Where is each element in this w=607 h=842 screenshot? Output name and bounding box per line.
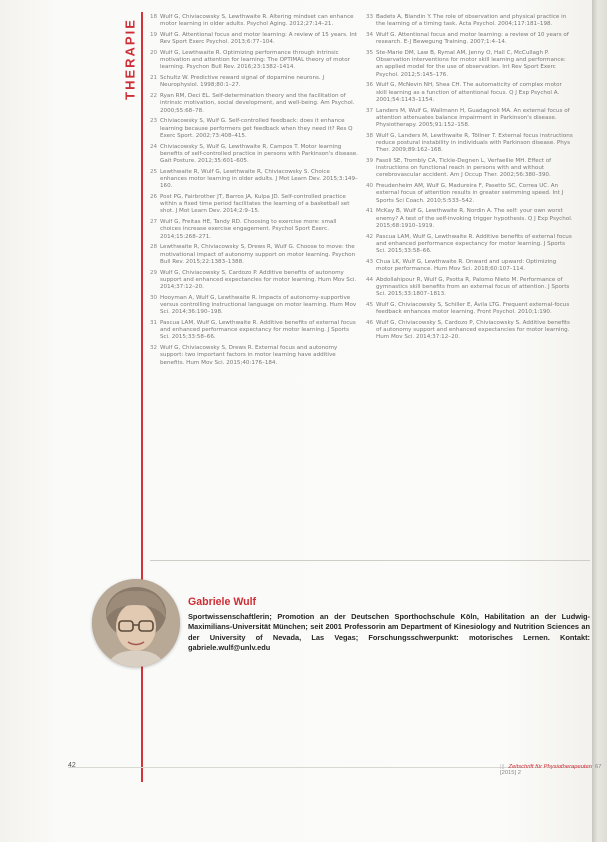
reference-number: 42 — [366, 233, 374, 240]
reference-item — [366, 302, 574, 316]
references-left-column — [150, 14, 358, 370]
reference-number: 46 — [366, 320, 374, 327]
reference-number: 34 — [366, 32, 374, 38]
reference-item — [150, 194, 358, 216]
reference-text: Wulf G, Chiviacowsky S, Drews R. External focus and autonomy support: two important factors in motor learning have additive benefits. Hum Mov Sci. 2015;40:176–184. — [160, 345, 338, 366]
reference-number: 22 — [150, 93, 158, 100]
reference-item — [366, 208, 574, 230]
reference-item — [150, 75, 358, 89]
reference-item — [366, 82, 574, 104]
reference-text: Landers M, Wulf G, Wallmann H, Guadagnoli MA. An external focus of attention attenuates balance impairment in Parkinson's disease. Physiotherapy. 2005;91:152–158. — [376, 107, 570, 129]
reference-item — [150, 169, 358, 191]
reference-text: Wulf G, Lewthwaite R. Optimizing performance through intrinsic motivation and attention for learning: The OPTIMAL theory of motor learning. Psychon Bull Rev. 2016;23:1382–1414. — [160, 50, 350, 71]
reference-item — [366, 50, 574, 79]
reference-text: Lewthwaite R, Wulf G, Lewthwaite R, Chiviacowsky S. Choice enhances motor learning in older adults. J Mot Learn Dev. 2015;3:149–160. — [160, 168, 358, 190]
journal-title: Zeitschrift für Physiotherapeuten — [508, 764, 592, 770]
reference-item — [150, 50, 358, 72]
reference-text: Schultz W. Predictive reward signal of dopamine neurons. J Neurophysiol. 1998;80:1–27. — [160, 75, 325, 89]
reference-text: Chiviacowsky S, Wulf G, Lewthwaite R, Campos T. Motor learning benefits of self-controlled practice in persons with Parkinson's disease. Gait Posture. 2012;35:601–605. — [160, 143, 358, 165]
reference-item — [366, 277, 574, 299]
reference-text: Fasoli SE, Trombly CA, Tickle-Degnen L, Verfaellie MH. Effect of instructions on functional reach in persons with and without cerebrovascular accident. Am J Occup Ther. 2002;56:380–390. — [376, 158, 552, 179]
reference-item — [150, 320, 358, 342]
reference-text: Hooyman A, Wulf G, Lewthwaite R. Impacts of autonomy-supportive versus controlling instructional language on motor learning. Hum Mov Sci. 2014;36:190–198. — [160, 294, 357, 316]
reference-number: 39 — [366, 158, 374, 165]
reference-number: 29 — [150, 269, 158, 276]
reference-item — [150, 219, 358, 241]
reference-number: 28 — [150, 244, 158, 251]
page-number: 42 — [68, 762, 76, 769]
author-bio: Sportwissenschaftlerin; Promotion an der Deutschen Sporthochschule Köln, Habilitation an der Ludwig-Maximilians-Universität München; seit 2001 Professorin am Department of Kinesiology and Nutrition Sciences an der University of Nevada, Las Vegas; Forschungsschwerpunkt: motorisches Lernen. Kontakt: gabriele.wulf@unlv.edu — [188, 612, 590, 653]
reference-text: Pascua LAM, Wulf G, Lewthwaite R. Additive benefits of external focus and enhanced performance expectancy for motor learning. J Sports Sci. 2015;33:58–66. — [160, 320, 356, 341]
reference-item — [150, 270, 358, 292]
reference-number: 18 — [150, 14, 158, 20]
reference-item — [150, 295, 358, 317]
reference-item — [150, 345, 358, 367]
reference-item — [366, 32, 574, 46]
reference-text: Wulf G, Chiviacowsky S, Cardozo P. Additive benefits of autonomy support and enhanced expectancies for motor learning. Hum Mov Sci. 2014;37:12–20. — [160, 269, 357, 291]
reference-number: 25 — [150, 168, 158, 175]
reference-text: Wulf G. Attentional focus and motor learning: a review of 10 years of research. E-J Bewegung Training. 2007;1:4–14. — [376, 32, 569, 46]
reference-text: Ste-Marie DM, Law B, Rymal AM, Jenny O, Hall C, McCullagh P. Observation interventions for motor skill learning and performance: an applied model for the use of observation. Int Rev Sport Exerc Psychol. 2012;5:145–176. — [376, 50, 566, 78]
section-tag — [121, 14, 139, 104]
reference-number: 44 — [366, 276, 374, 283]
reference-item — [366, 158, 574, 180]
section-tag-label: THERAPIE — [122, 18, 138, 100]
reference-number: 33 — [366, 14, 374, 20]
reference-text: Lewthwaite R, Chiviacowsky S, Drews R, Wulf G. Choose to move: the motivational impact of autonomy support on motor learning. Psychon Bull Rev. 2015;22:1383–1388. — [160, 244, 356, 265]
reference-number: 32 — [150, 345, 158, 352]
reference-item — [366, 320, 574, 342]
reference-number: 43 — [366, 258, 374, 265]
reference-item — [366, 183, 574, 205]
reference-number: 40 — [366, 183, 374, 190]
reference-item — [366, 133, 574, 155]
reference-text: Wulf G, McNevin NH, Shea CH. The automaticity of complex motor skill learning as a function of attentional focus. Q J Exp Psychol A. 2001;54:1143–1154. — [376, 82, 562, 103]
reference-text: Freudenheim AM, Wulf G, Madureira F, Pasetto SC, Correa UC. An external focus of attention results in greater swimming speed. Int J Sports Sci Coach. 2010;5:533–542. — [376, 183, 564, 204]
reference-number: 20 — [150, 50, 158, 56]
reference-text: Wulf G, Freitas HE, Tandy RD. Choosing to exercise more: small choices increase exercise engagement. Psychol Sport Exerc. 2014;15:268–271. — [160, 219, 337, 240]
reference-text: Wulf G, Chiviacowsky S, Schiller E, Ávila LTG. Frequent external-focus feedback enhances motor learning. Front Psychol. 2010;1:190. — [376, 302, 570, 316]
reference-text: Wulf G. Attentional focus and motor learning: A review of 15 years. Int Rev Sport Exerc Psychol. 2013;6:77–104. — [160, 32, 357, 46]
reference-number: 30 — [150, 294, 158, 301]
reference-number: 26 — [150, 194, 158, 201]
reference-number: 38 — [366, 132, 374, 139]
reference-item — [150, 93, 358, 115]
author-portrait-icon — [92, 579, 180, 667]
reference-text: Ryan RM, Deci EL. Self-determination theory and the facilitation of intrinsic motivation, social development, and well-being. Am Psychol. 2000;55:68–78. — [160, 93, 355, 114]
reference-number: 35 — [366, 50, 374, 56]
reference-text: Badets A, Blandin Y. The role of observation and physical practice in the learning of a timing task. Acta Psychol. 2004;117:181–198. — [376, 14, 567, 28]
reference-number: 37 — [366, 107, 374, 114]
reference-text: Wulf G, Chiviacowsky S, Lewthwaite R. Altering mindset can enhance motor learning in older adults. Psychol Aging. 2012;27:14–21. — [160, 14, 354, 28]
reference-text: Pascua LAM, Wulf G, Lewthwaite R. Additive benefits of external focus and enhanced performance expectancy for motor learning. J Sports Sci. 2015;33:58–66. — [376, 233, 572, 255]
reference-text: Abdollahipour R, Wulf G, Psotta R, Palomo Nieto M. Performance of gymnastics skill benefits from an external focus of attention. J Sports Sci. 2015;33:1807–1813. — [376, 276, 570, 298]
reference-number: 21 — [150, 75, 158, 82]
page-edge-shadow — [592, 0, 607, 842]
reference-item — [366, 234, 574, 256]
reference-number: 19 — [150, 32, 158, 38]
reference-number: 24 — [150, 143, 158, 150]
reference-text: Wulf G, Chiviacowsky S, Cardozo P, Chiviacowsky S. Additive benefits of autonomy support and enhanced expectancies for motor learning. Hum Mov Sci. 2014;37:12–20. — [376, 320, 570, 341]
reference-number: 27 — [150, 219, 158, 226]
reference-text: Chua LK, Wulf G, Lewthwaite R. Onward and upward: Optimizing motor performance. Hum Mov Sci. 2018;60:107–114. — [376, 258, 557, 273]
reference-item — [366, 259, 574, 273]
reference-item — [150, 32, 358, 46]
reference-text: McKay B, Wulf G, Lewthwaite R, Nordin A. The self: your own worst enemy? A test of the self-invoking trigger hypothesis. Q J Exp Psychol. 2015;68:1910–1919. — [376, 208, 573, 229]
reference-text: Wulf G, Landers M, Lewthwaite R, Töllner T. External focus instructions reduce postural instability in individuals with Parkinson disease. Phys Ther. 2009;89:162–168. — [376, 132, 573, 154]
reference-number: 45 — [366, 302, 374, 309]
reference-text: Post PG, Fairbrother JT, Barros JA, Kulpa JD. Self-controlled practice within a fixed time period facilitates the learning of a basketball set shot. J Mot Learn Dev. 2014;2:9–15. — [160, 194, 350, 215]
reference-number: 31 — [150, 320, 158, 327]
journal-mark-icon: ||| — [500, 764, 505, 770]
references-right-column — [366, 14, 574, 345]
author-avatar — [92, 579, 180, 667]
reference-item — [366, 14, 574, 28]
reference-item — [150, 14, 358, 28]
reference-item — [366, 108, 574, 130]
section-divider — [150, 560, 590, 561]
reference-text: Chiviacowsky S, Wulf G. Self-controlled feedback: does it enhance learning because performers get feedback when they need it? Res Q Exerc Sport. 2002;73:408–415. — [160, 118, 353, 139]
journal-footer — [500, 764, 607, 776]
journal-issue: 67 [2015] 2 — [500, 764, 602, 776]
reference-item — [150, 118, 358, 140]
reference-number: 41 — [366, 208, 374, 215]
reference-number: 23 — [150, 118, 158, 125]
author-name: Gabriele Wulf — [188, 596, 257, 608]
reference-item — [150, 144, 358, 166]
reference-item — [150, 244, 358, 266]
reference-number: 36 — [366, 82, 374, 89]
